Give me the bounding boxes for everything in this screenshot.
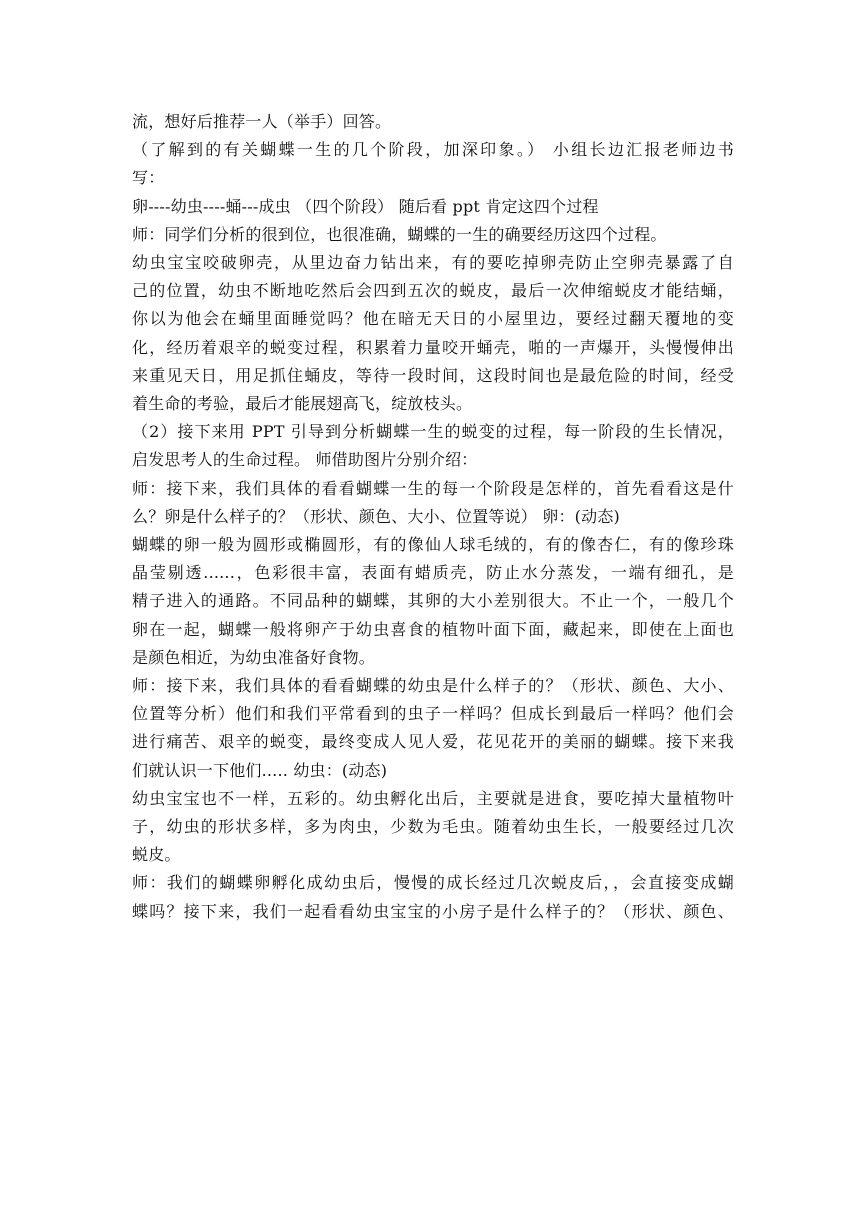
- text-line: 蜕皮。: [132, 845, 181, 865]
- text-line: 晶莹剔透......，色彩很丰富，表面有蜡质壳，防止水分蒸发，一端有细孔，是: [132, 563, 734, 583]
- text-line: 流，想好后推荐一人（举手）回答。: [132, 112, 392, 131]
- text-line: 蝴蝶的卵一般为圆形或椭圆形，有的像仙人球毛绒的，有的像杏仁，有的像珍珠: [132, 535, 734, 555]
- text-line: 幼虫宝宝咬破卵壳，从里边奋力钻出来，有的要吃掉卵壳防止空卵壳暴露了自: [132, 253, 734, 273]
- text-line: 位置等分析）他们和我们平常看到的虫子一样吗？但成长到最后一样吗？他们会: [132, 704, 734, 724]
- text-line: 师：接下来，我们具体的看看蝴蝶的幼虫是什么样子的？（形状、颜色、大小、: [132, 676, 734, 696]
- text-line: 是颜色相近，为幼虫准备好食物。: [132, 647, 376, 667]
- text-line: 来重见天日，用足抓住蛹皮，等待一段时间，这段时间也是最危险的时间，经受: [132, 365, 734, 385]
- text-line: 幼虫宝宝也不一样，五彩的。幼虫孵化出后，主要就是进食，要吃掉大量植物叶: [132, 788, 734, 808]
- text-line: （2）接下来用 PPT 引导到分析蝴蝶一生的蜕变的过程，每一阶段的生长情况，: [132, 422, 734, 442]
- text-line: 师：接下来，我们具体的看看蝴蝶一生的每一个阶段是怎样的，首先看看这是什: [132, 478, 734, 498]
- text-line: 么？卵是什么样子的？（形状、颜色、大小、位置等说） 卵：(动态): [132, 506, 620, 526]
- text-line: 化，经历着艰辛的蜕变过程，积累着力量咬开蛹壳，啪的一声爆开，头慢慢伸出: [132, 337, 734, 357]
- text-line: 进行痛苦、艰辛的蜕变，最终变成人见人爱，花见花开的美丽的蝴蝶。接下来我: [132, 732, 734, 752]
- text-line: 精子进入的通路。不同品种的蝴蝶，其卵的大小差别很大。不止一个，一般几个: [132, 591, 734, 611]
- text-line: 卵在一起，蝴蝶一般将卵产于幼虫喜食的植物叶面下面，藏起来，即使在上面也: [132, 619, 734, 639]
- text-line: 蝶吗？接下来，我们一起看看幼虫宝宝的小房子是什么样子的？（形状、颜色、: [132, 901, 734, 921]
- text-line: 师：我们的蝴蝶卵孵化成幼虫后，慢慢的成长经过几次蜕皮后，，会直接变成蝴: [132, 873, 734, 893]
- text-line: 启发思考人的生命过程。 师借助图片分别介绍：: [132, 450, 478, 470]
- text-line: 们就认识一下他们..... 幼虫：(动态): [132, 760, 388, 780]
- text-line: 师：同学们分析的很到位，也很准确，蝴蝶的一生的确要经历这四个过程。: [132, 224, 667, 244]
- text-line: 子，幼虫的形状多样，多为肉虫，少数为毛虫。随着幼虫生长，一般要经过几次: [132, 817, 734, 837]
- text-line: （了解到的有关蝴蝶一生的几个阶段，加深印象。） 小组长边汇报老师边书: [132, 140, 734, 160]
- text-line: 写：: [132, 168, 165, 188]
- text-line: 己的位置，幼虫不断地吃然后会四到五次的蜕皮，最后一次伸缩蜕皮才能结蛹，: [132, 281, 734, 301]
- text-line: 卵----幼虫----蛹---成虫 （四个阶段） 随后看 ppt 肯定这四个过程: [132, 196, 599, 216]
- text-line: 你以为他会在蛹里面睡觉吗？他在暗无天日的小屋里边，要经过翻天覆地的变: [132, 309, 734, 329]
- text-line: 着生命的考验，最后才能展翅高飞，绽放枝头。: [132, 394, 473, 414]
